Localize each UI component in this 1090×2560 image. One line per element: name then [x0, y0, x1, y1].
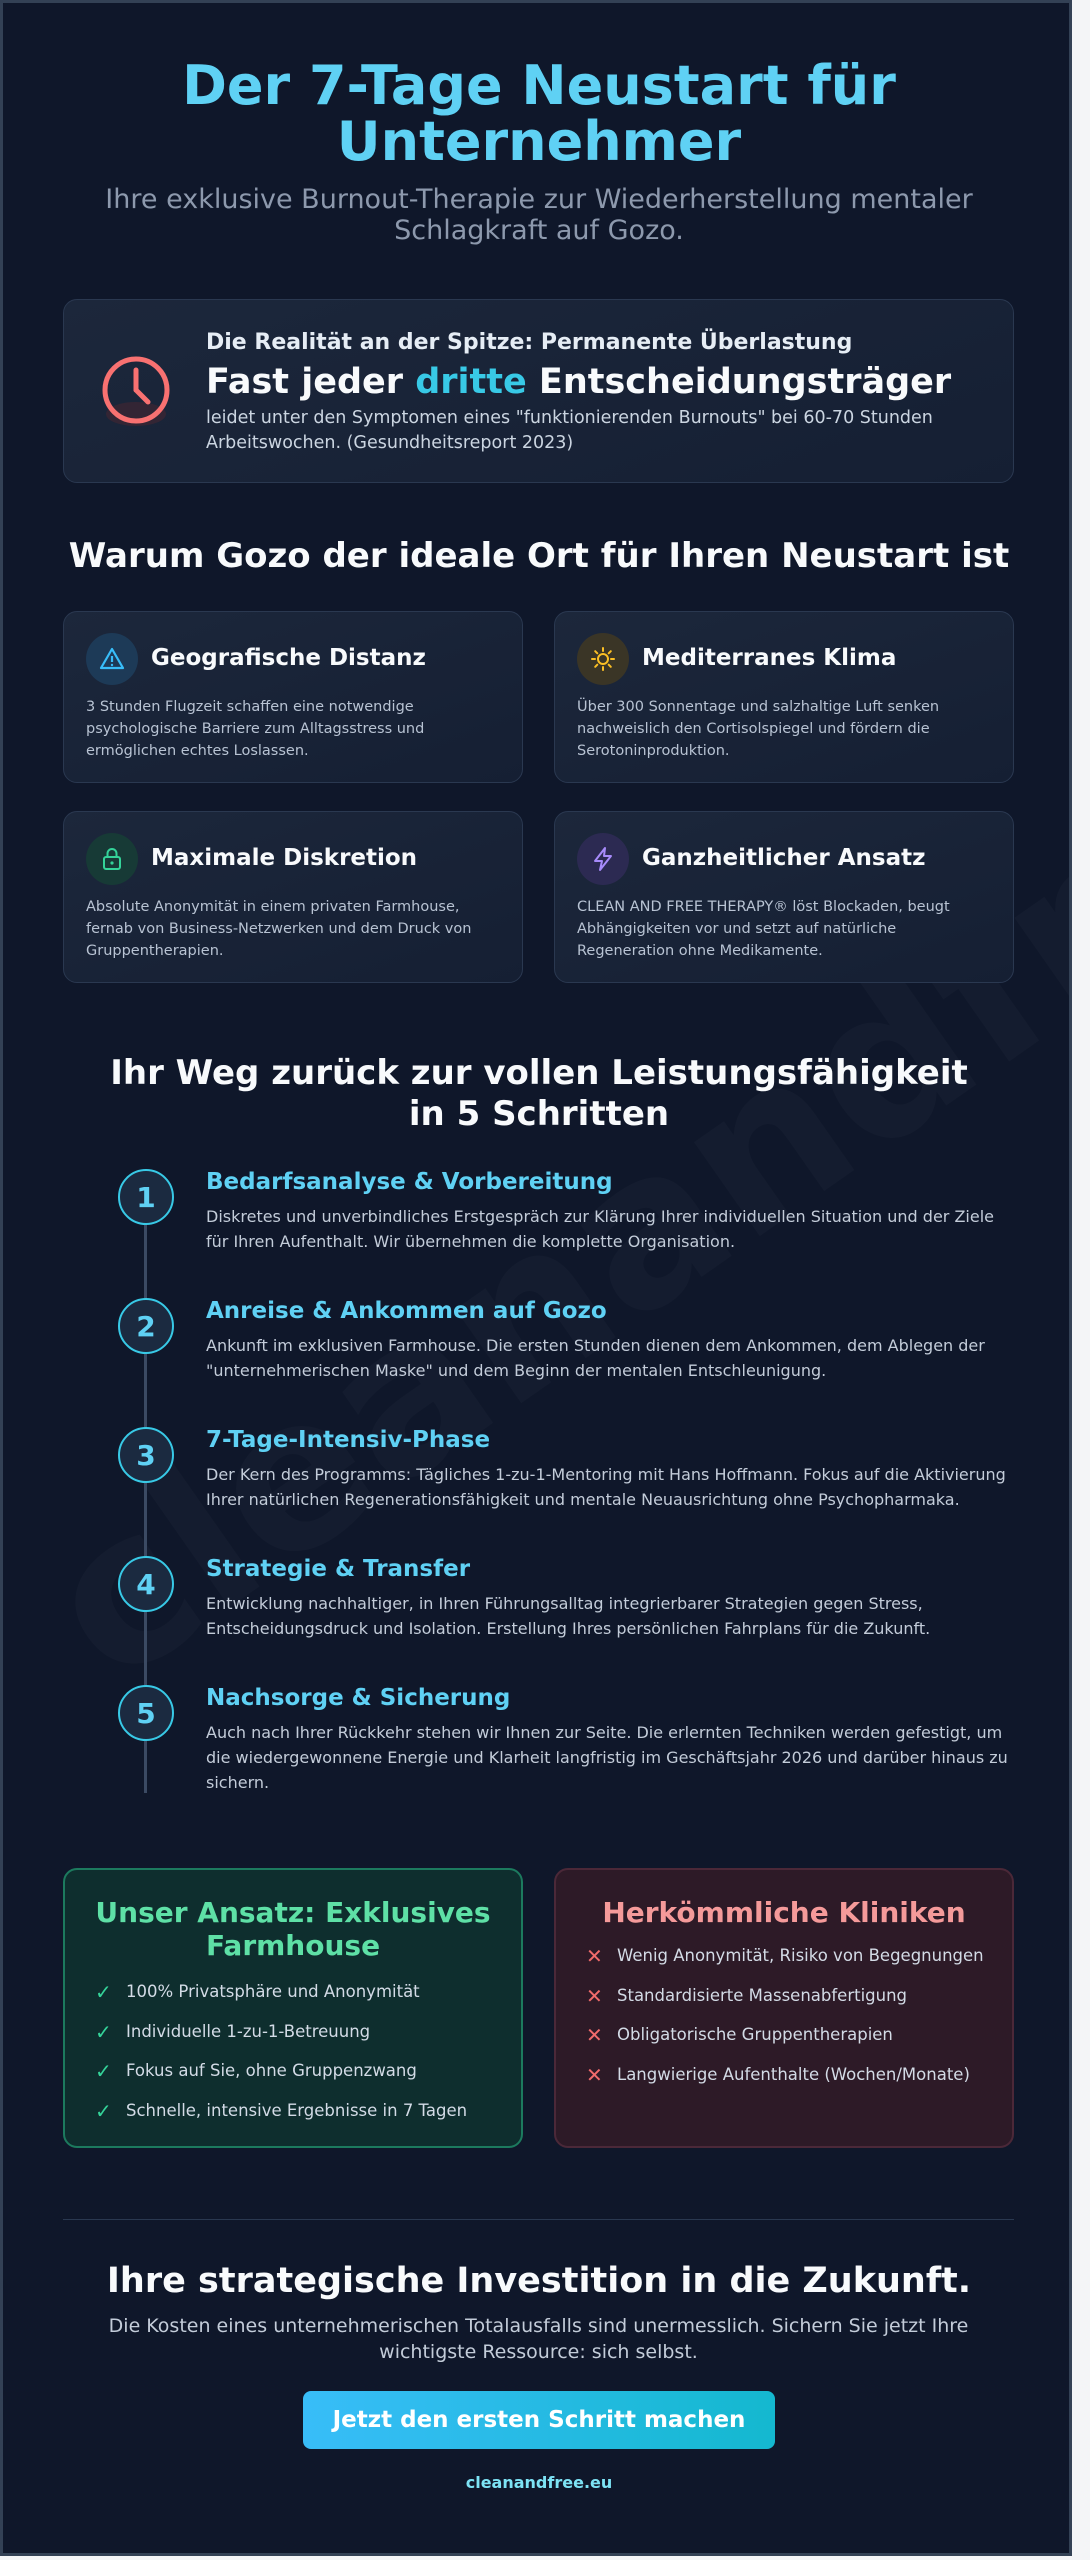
feature-text: 3 Stunden Flugzeit schaffen eine notwendige psychologische Barriere zum Alltagsstress und ermöglichen echtes Loslassen.	[86, 699, 425, 759]
comparison-theirs-title: Herkömmliche Kliniken	[602, 1896, 966, 1929]
feature-card-holistic	[554, 811, 1014, 983]
step-number: 4	[118, 1556, 174, 1612]
divider	[63, 2219, 1014, 2220]
x-icon: ✕	[586, 1944, 603, 1968]
comparison-ours-list	[95, 1982, 467, 2140]
list-item-label: Schnelle, intensive Ergebnisse in 7 Tagen	[126, 2100, 468, 2120]
list-item-label: Fokus auf Sie, ohne Gruppenzwang	[126, 2061, 417, 2080]
page-subtitle: Ihre exklusive Burnout-Therapie zur Wiederherstellung mentaler Schlagkraft auf Gozo.	[105, 184, 973, 246]
list-item-label: Individuelle 1-zu-1-Betreuung	[126, 2021, 371, 2041]
sun-icon	[577, 633, 629, 685]
reality-description: leidet unter den Symptomen eines "funktionierenden Burnouts" bei 60-70 Stunden Arbeitswochen. (Gesundheitsreport 2023)	[206, 408, 933, 453]
reality-card	[63, 299, 1014, 483]
check-icon: ✓	[95, 2019, 112, 2044]
feature-card-distance	[63, 611, 523, 783]
step-text: Auch nach Ihrer Rückkehr stehen wir Ihnen zur Seite. Die erlernten Techniken werden gefestigt, um die wiedergewonnene Energie und Klarheit langfristig im Geschäftsjahr 2026 und darüber hinaus zu sichern.	[206, 1723, 1008, 1792]
comparison-ours-card	[63, 1868, 523, 2148]
step-text: Der Kern des Programms: Tägliches 1-zu-1-Mentoring mit Hans Hoffmann. Fokus auf die Aktivierung Ihrer natürlichen Regenerationsfähigkeit und mentale Neuausrichtung ohne Psychopharmaka.	[206, 1465, 1006, 1509]
step-text: Ankunft im exklusiven Farmhouse. Die ersten Stunden dienen dem Ankommen, dem Ablegen der "unternehmerischen Maske" und dem Beginn der mentalen Entschleunigung.	[206, 1336, 985, 1380]
list-item	[586, 1946, 984, 1986]
list-item-label: Langwierige Aufenthalte (Wochen/Monate)	[617, 2064, 970, 2084]
list-item-label: Obligatorische Gruppentherapien	[617, 2025, 893, 2044]
cta-button[interactable]: Jetzt den ersten Schritt machen	[303, 2391, 775, 2449]
comparison-theirs-card	[554, 1868, 1014, 2148]
feature-title: Maximale Diskretion	[151, 845, 418, 871]
step-text: Entwicklung nachhaltiger, in Ihren Führungsalltag integrierbarer Strategien gegen Stress, Entscheidungsdruck und Isolation. Erstellung Ihres persönlichen Fahrplans für die Zukunft.	[206, 1594, 931, 1638]
warning-triangle-icon	[86, 633, 138, 685]
page-title: Der 7-Tage Neustart für Unternehmer	[182, 54, 896, 173]
check-icon: ✓	[95, 1980, 112, 2004]
reality-kicker: Die Realität an der Spitze: Permanente Überlastung	[206, 330, 853, 355]
list-item	[586, 2062, 984, 2105]
lock-icon	[86, 833, 138, 885]
list-item	[586, 2025, 984, 2065]
feature-text: CLEAN AND FREE THERAPY® löst Blockaden, beugt Abhängigkeiten vor und setzt auf natürliche Regeneration ohne Medikamente.	[577, 899, 950, 959]
feature-text: Absolute Anonymität in einem privaten Farmhouse, fernab von Business-Netzwerken und dem Druck von Gruppentherapien.	[86, 899, 472, 959]
headline-end: Entscheidungsträger	[526, 362, 952, 402]
check-icon: ✓	[95, 2098, 112, 2123]
lightning-icon	[577, 833, 629, 885]
step-text: Diskretes und unverbindliches Erstgespräch zur Klärung Ihrer individuellen Situation und der Ziele für Ihren Aufenthalt. Wir übernehmen die komplette Organisation.	[206, 1207, 994, 1251]
reality-headline	[206, 362, 951, 402]
step-number: 2	[118, 1298, 174, 1354]
list-item	[95, 2019, 467, 2062]
list-item	[586, 1983, 984, 2026]
feature-card-climate	[554, 611, 1014, 783]
list-item	[95, 1982, 467, 2022]
hero	[3, 54, 1072, 246]
step-title: 7-Tage-Intensiv-Phase	[206, 1427, 491, 1453]
x-icon: ✕	[586, 2062, 603, 2087]
step-number: 1	[118, 1169, 174, 1225]
step-title: Bedarfsanalyse & Vorbereitung	[206, 1169, 613, 1195]
x-icon: ✕	[586, 1983, 603, 2008]
list-item	[95, 2061, 467, 2101]
comparison-ours-title: Unser Ansatz: Exklusives Farmhouse	[95, 1896, 491, 1962]
list-item-label: 100% Privatsphäre und Anonymität	[126, 1982, 420, 2001]
comparison-theirs-list	[586, 1946, 984, 2104]
closing-text: Die Kosten eines unternehmerischen Totalausfalls sind unermesslich. Sichern Sie jetzt Ihre wichtigste Ressource: sich selbst.	[108, 2315, 969, 2363]
check-icon: ✓	[95, 2059, 112, 2083]
closing-title: Ihre strategische Investition in die Zukunft.	[106, 2261, 972, 2301]
list-item-label: Standardisierte Massenabfertigung	[617, 1985, 908, 2005]
step-title: Nachsorge & Sicherung	[206, 1685, 511, 1711]
step-number: 5	[118, 1685, 174, 1741]
steps-section-title: Ihr Weg zurück zur vollen Leistungsfähigkeit in 5 Schritten	[110, 1053, 968, 1134]
x-icon: ✕	[586, 2023, 603, 2047]
headline-start: Fast jeder	[206, 362, 416, 402]
website-link[interactable]: cleanandfree.eu	[465, 2473, 613, 2492]
feature-title: Ganzheitlicher Ansatz	[642, 845, 926, 871]
list-item-label: Wenig Anonymität, Risiko von Begegnungen	[617, 1946, 984, 1965]
feature-text: Über 300 Sonnentage und salzhaltige Luft senken nachweislich den Cortisolspiegel und fördern die Serotoninproduktion.	[577, 699, 940, 759]
clock-icon	[98, 354, 174, 430]
step-number: 3	[118, 1427, 174, 1483]
feature-title: Geografische Distanz	[151, 645, 426, 671]
headline-accent: dritte	[415, 362, 527, 402]
feature-card-discretion	[63, 811, 523, 983]
feature-title: Mediterranes Klima	[642, 645, 897, 671]
step-title: Strategie & Transfer	[206, 1556, 471, 1582]
step-title: Anreise & Ankommen auf Gozo	[206, 1298, 607, 1324]
list-item	[95, 2098, 468, 2141]
why-section-title: Warum Gozo der ideale Ort für Ihren Neustart ist	[68, 536, 1010, 576]
